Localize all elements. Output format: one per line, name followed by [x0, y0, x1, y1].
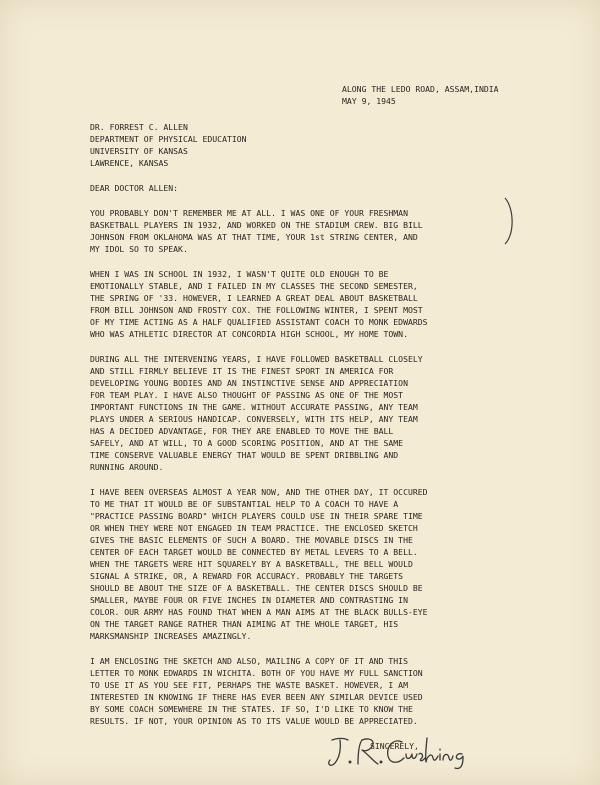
body-line: THE SPRING OF '33. HOWEVER, I LEARNED A GREAT DEAL ABOUT BASKETBALL [90, 293, 418, 303]
body-line: TO USE IT AS YOU SEE FIT, PERHAPS THE WASTE BASKET. HOWEVER, I AM [90, 680, 408, 690]
body-line: CENTER OF EACH TARGET WOULD BE CONNECTED BY METAL LEVERS TO A BELL. [90, 547, 418, 557]
body-line: PLAYS UNDER A SERIOUS HANDICAP. CONVERSELY, WITH ITS HELP, ANY TEAM [90, 414, 418, 424]
salutation: DEAR DOCTOR ALLEN: [90, 183, 179, 193]
body-line: WHO WAS ATHLETIC DIRECTOR AT CONCORDIA HIGH SCHOOL, MY HOME TOWN. [90, 329, 408, 339]
body-line: LETTER TO MONK EDWARDS IN WICHITA. BOTH OF YOU HAVE MY FULL SANCTION [90, 668, 423, 678]
body-line: JOHNSON FROM OKLAHOMA WAS AT THAT TIME, YOUR 1st STRING CENTER, AND [90, 232, 418, 242]
body-line: FOR TEAM PLAY. I HAVE ALSO THOUGHT OF PASSING AS ONE OF THE MOST [90, 390, 404, 400]
body-line: "PRACTICE PASSING BOARD" WHICH PLAYERS COULD USE IN THEIR SPARE TIME [90, 511, 423, 521]
address-line: UNIVERSITY OF KANSAS [90, 146, 188, 156]
body-line: WHEN THE TARGETS WERE HIT SQUARELY BY A BASKETBALL, THE BELL WOULD [90, 559, 413, 569]
body-line: OR WHEN THEY WERE NOT ENGAGED IN TEAM PRACTICE. THE ENCLOSED SKETCH [90, 523, 418, 533]
body-line: WHEN I WAS IN SCHOOL IN 1932, I WASN'T QUITE OLD ENOUGH TO BE [90, 269, 389, 279]
dateline-place: ALONG THE LEDO ROAD, ASSAM,INDIA [342, 84, 499, 94]
body-line: HAS A DECIDED ADVANTAGE, FOR THEY ARE ENABLED TO MOVE THE BALL [90, 426, 394, 436]
address-line: DEPARTMENT OF PHYSICAL EDUCATION [90, 134, 247, 144]
body-line: BY SOME COACH SOMEWHERE IN THE STATES. IF SO, I'D LIKE TO KNOW THE [90, 704, 413, 714]
body-line: I AM ENCLOSING THE SKETCH AND ALSO, MAILING A COPY OF IT AND THIS [90, 656, 408, 666]
address-line: DR. FORREST C. ALLEN [90, 122, 188, 132]
body-line: SIGNAL A STRIKE, OR, A REWARD FOR ACCURACY. PROBABLY THE TARGETS [90, 571, 404, 581]
body-line: OF MY TIME ACTING AS A HALF QUALIFIED ASSISTANT COACH TO MONK EDWARDS [90, 317, 428, 327]
body-line: I HAVE BEEN OVERSEAS ALMOST A YEAR NOW, AND THE OTHER DAY, IT OCCURED [90, 487, 428, 497]
body-line: BASKETBALL PLAYERS IN 1932, AND WORKED ON THE STADIUM CREW. BIG BILL [90, 220, 423, 230]
body-line: INTERESTED IN KNOWING IF THERE HAS EVER BEEN ANY SIMILAR DEVICE USED [90, 692, 423, 702]
body-line: EMOTIONALLY STABLE, AND I FAILED IN MY CLASSES THE SECOND SEMESTER, [90, 281, 418, 291]
body-line: SMALLER, MAYBE FOUR OR FIVE INCHES IN DIAMETER AND CONTRASTING IN [90, 595, 408, 605]
body-line: TIME CONSERVE VALUABLE ENERGY THAT WOULD BE SPENT DRIBBLING AND [90, 450, 399, 460]
body-line: MY IDOL SO TO SPEAK. [90, 244, 188, 254]
body-line: YOU PROBABLY DON'T REMEMBER ME AT ALL. I WAS ONE OF YOUR FRESHMAN [90, 208, 408, 218]
body-line: SHOULD BE ABOUT THE SIZE OF A BASKETBALL. THE CENTER DISCS SHOULD BE [90, 583, 423, 593]
body-line: AND STILL FIRMLY BELIEVE IT IS THE FINEST SPORT IN AMERICA FOR [90, 366, 394, 376]
body-line: RESULTS. IF NOT, YOUR OPINION AS TO ITS VALUE WOULD BE APPRECIATED. [90, 716, 418, 726]
body-line: DURING ALL THE INTERVENING YEARS, I HAVE FOLLOWED BASKETBALL CLOSELY [90, 354, 423, 364]
body-line: RUNNING AROUND. [90, 462, 164, 472]
body-line: DEVELOPING YOUNG BODIES AND AN INSTINCTIVE SENSE AND APPRECIATION [90, 378, 408, 388]
body-line: FROM BILL JOHNSON AND FROSTY COX. THE FOLLOWING WINTER, I SPENT MOST [90, 305, 423, 315]
body-line: MARKSMANSHIP INCREASES AMAZINGLY. [90, 631, 252, 641]
body-line: GIVES THE BASIC ELEMENTS OF SUCH A BOARD. THE MOVABLE DISCS IN THE [90, 535, 413, 545]
address-line: LAWRENCE, KANSAS [90, 158, 169, 168]
body-line: IMPORTANT FUNCTIONS IN THE GAME. WITHOUT ACCURATE PASSING, ANY TEAM [90, 402, 418, 412]
body-line: COLOR. OUR ARMY HAS FOUND THAT WHEN A MAN AIMS AT THE BLACK BULLS-EYE [90, 607, 428, 617]
margin-bracket-mark [502, 196, 518, 246]
body-line: ON THE TARGET RANGE RATHER THAN AIMING AT THE WHOLE TARGET, HIS [90, 619, 399, 629]
closing: SINCERELY, [370, 741, 419, 751]
body-line: SAFELY, AND AT WILL, TO A GOOD SCORING POSITION, AND AT THE SAME [90, 438, 404, 448]
handwritten-signature [322, 728, 472, 770]
dateline-date: MAY 9, 1945 [342, 96, 396, 106]
body-line: TO ME THAT IT WOULD BE OF SUBSTANTIAL HELP TO A COACH TO HAVE A [90, 499, 399, 509]
